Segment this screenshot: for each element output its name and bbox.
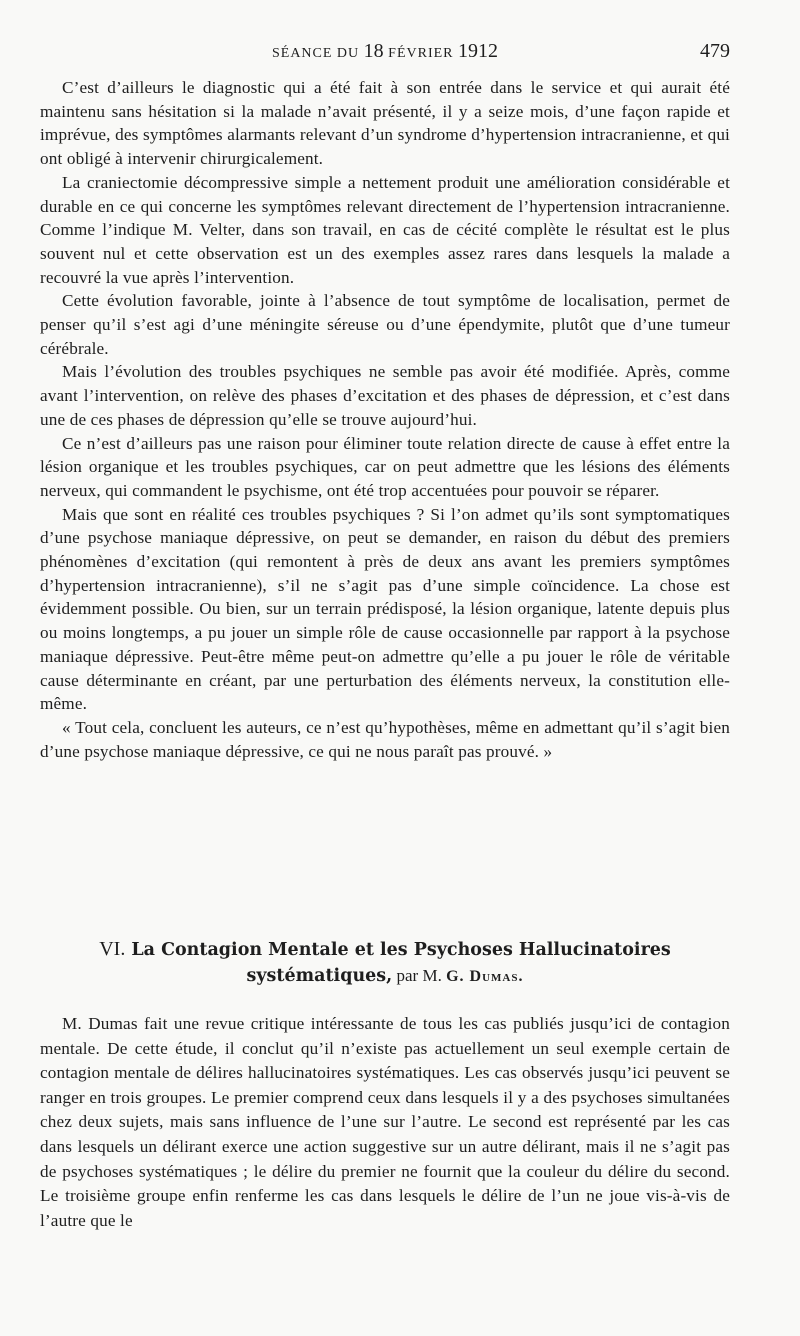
paragraph-relation-directe: Ce n’est d’ailleurs pas une raison pour éliminer toute relation directe de cause à effet entre la lésion organique et les troubles psychiques, car on peut admettre que les lésions des éléments nerveux, qui commandent le psychisme, ont été trop accentuées pour pouvoir se réparer. (40, 433, 730, 500)
running-title-pre: SÉANCE DU (271, 46, 364, 61)
paragraph-psychose-maniaque: Mais que sont en réalité ces troubles psychiques ? Si l’on admet qu’ils sont symptomatiques d’une psychose maniaque dépressive, on peut se demander, en raison du début des premiers phénomènes d’excitation (qui remontent à près de deux ans avant les premiers symptômes d’hypertension intracranienne), s’il ne s’agit pas d’une simple coïncidence. La chose est évidemment possible. Ou bien, sur un terrain prédisposé, la lésion organique, latente depuis plus ou moins longtemps, a pu jouer un simple rôle de cause occasionnelle par rapport à la psychose maniaque dépressive. Peut-être même peut-on admettre qu’elle a pu jouer le rôle de véritable cause déterminante en créant, par une perturbation des éléments nerveux, la constitution elle-même. (40, 504, 730, 714)
running-title-mid: FÉVRIER (383, 46, 458, 61)
paragraph-conclusion: « Tout cela, concluent les auteurs, ce n’est qu’hypothèses, même en admettant qu’il s’agit bien d’une psychose maniaque dépressive, ce qui ne nous paraît pas prouvé. » (40, 717, 730, 761)
running-title-year: 1912 (458, 40, 498, 62)
section-title: La Contagion Mentale et les Psychoses Hallucinatoires systématiques, (131, 940, 671, 986)
page-number: 479 (700, 40, 730, 62)
section-numeral: VI. (99, 938, 126, 960)
paragraph-evolution-favorable: Cette évolution favorable, jointe à l’absence de tout symptôme de localisation, permet de penser qu’il s’est agi d’une méningite séreuse ou d’une épendymite, plutôt que d’une tumeur cérébrale. (40, 291, 730, 358)
running-head (40, 38, 730, 64)
section-heading (40, 936, 730, 990)
running-title-day: 18 (363, 40, 384, 62)
paragraph-dumas-revue: M. Dumas fait une revue critique intéressante de tous les cas publiés jusqu’ici de contagion mentale. De cette étude, il conclut qu’il n’existe pas actuellement un seul exemple certain de contagion mentale de délires hallucinatoires systématiques. Les cas observés jusqu’ici peuvent se ranger en trois groupes. Le premier comprend ceux dans lesquels il y a des psychoses simultanées chez deux sujets, mais sans influence de l’une sur l’autre. Le second est représenté par les cas dans lesquels un délirant exerce une action suggestive sur un autre délirant, mais il ne s’agit pas de psychoses systématiques ; le délire du premier ne fournit que la couleur du délire du second. Le troisième groupe enfin renferme les cas dans lesquels le délire de l’un ne joue vis-à-vis de l’autre que le (40, 1014, 730, 1230)
section-byline: par M. (392, 966, 447, 985)
section-author: G. Dumas. (446, 968, 524, 985)
paragraph-diagnostic: C’est d’ailleurs le diagnostic qui a été fait à son entrée dans le service et qui aurait été maintenu sans hésitation si la malade n’avait présenté, il y a seize mois, d’une façon rapide et imprévue, des symptômes alarmants relevant d’un syndrome d’hypertension intracranienne, et qui ont obligé à intervenir chirurgicalement. (40, 78, 730, 169)
body-text (40, 76, 730, 763)
running-title (40, 38, 730, 67)
paragraph-craniectomie: La craniectomie décompressive simple a nettement produit une amélioration considérable et durable en ce qui concerne les symptômes relevant directement de l’hypertension intracranienne. Comme l’indique M. Velter, dans son travail, en cas de cécité complète le résultat est le plus souvent nul et cette observation est un des exemples assez rares dans lesquels la malade a recouvré la vue après l’intervention. (40, 172, 730, 287)
paragraph-troubles-psychiques: Mais l’évolution des troubles psychiques ne semble pas avoir été modifiée. Après, comme avant l’intervention, on relève des phases d’excitation et des phases de dépression, et c’est dans une de ces phases de dépression qu’elle se trouve aujourd’hui. (40, 362, 730, 429)
section-vi (40, 936, 730, 1233)
